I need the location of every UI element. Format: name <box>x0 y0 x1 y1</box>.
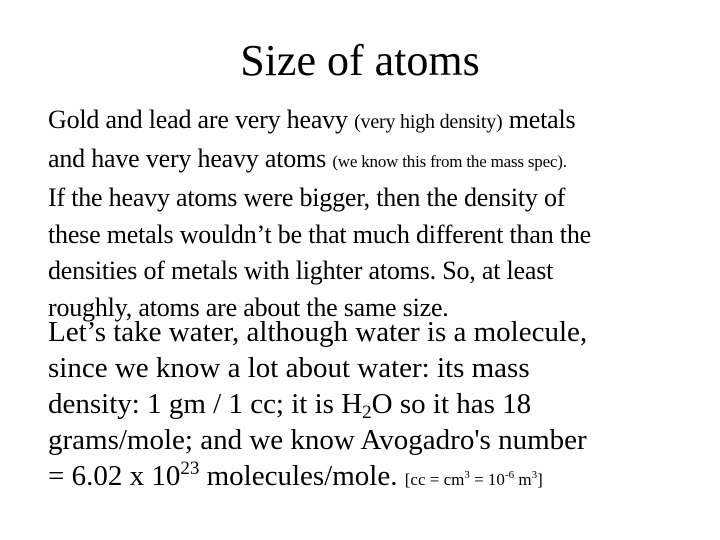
text-line: these metals wouldn’t be that much different than the <box>48 219 591 249</box>
text-line: If the heavy atoms were bigger, then the density of <box>48 183 566 212</box>
paragraph-water-example <box>48 314 718 498</box>
subscript: 2 <box>362 402 372 423</box>
unit-note: [$cc = cm^3 = 10^{-6}$ $m^3$] <box>404 469 543 489</box>
text-line: roughly, atoms are about the same size. <box>48 292 449 322</box>
text-line: and have very heavy atoms (we know this from the mass spec). <box>48 143 567 173</box>
text-line: Let’s take water, although water is a molecule, <box>48 316 588 348</box>
text-line: densities of metals with lighter atoms. So, at least <box>48 256 554 285</box>
text-line: = 6.02 x $10^{23}$ molecules/mole. [$cc = cm^3 = 10^{-6}$ $m^3$] <box>48 458 543 492</box>
text-line: since we know a lot about water: its mass <box>48 352 530 384</box>
text-line: grams/mole; and we know Avogadro's number <box>48 424 587 456</box>
parenthetical: (very high density) <box>354 111 503 133</box>
paragraph-atom-size <box>48 102 708 326</box>
text-line: Gold and lead are very heavy (very high density) metals <box>48 105 576 134</box>
parenthetical: (we know this from the mass spec). <box>332 151 567 171</box>
superscript: 23 <box>180 458 200 479</box>
slide-title: Size of atoms <box>240 36 480 85</box>
text-line: density: 1 gm / 1 cc; it is $H_2O$ so it has 18 <box>48 388 532 423</box>
